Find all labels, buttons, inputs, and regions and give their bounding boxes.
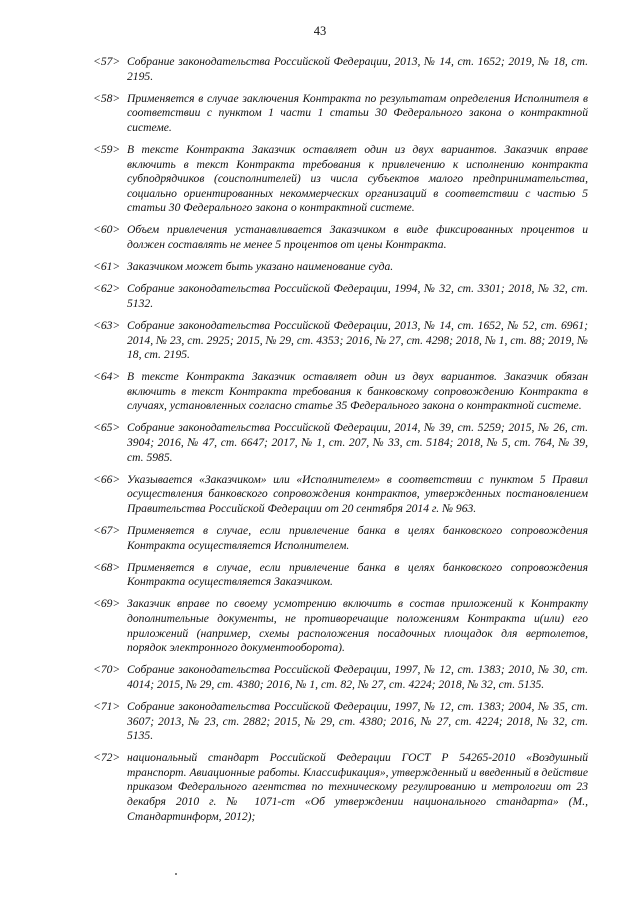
footnote-label: <64>: [93, 370, 121, 384]
footnote-text: Применяется в случае, если привлечение банка в целях банковского сопровождения Контракта осуществляется Исполнителем.: [127, 524, 588, 552]
footnote-label: <59>: [93, 142, 121, 156]
footnote-label: <72>: [93, 751, 121, 765]
footnote-label: <71>: [93, 699, 121, 713]
footnote-label: <60>: [93, 223, 121, 237]
footnote-63: [93, 319, 588, 363]
footnote-text: Применяется в случае заключения Контракта по результатам определения Исполнителя в соответствии с пунктом 1 части 1 статьи 30 Федерального закона о контрактной системе.: [127, 91, 588, 134]
footnote-65: [93, 421, 588, 465]
footnote-text: Собрание законодательства Российской Федерации, 2014, № 39, ст. 5259; 2015, № 26, ст. 3904; 2016, № 47, ст. 6647; 2017, № 1, ст. 207, № 33, ст. 5184; 2018, № 5, ст. 764, № 39, ст. 5985.: [127, 421, 588, 464]
footnote-71: [93, 700, 588, 744]
footnote-text: Собрание законодательства Российской Федерации, 1997, № 12, ст. 1383; 2004, № 35, ст. 3607; 2013, № 23, ст. 2882; 2015, № 29, ст. 4380; 2016, № 27, ст. 4224; 2018, № 32, ст. 5135.: [127, 699, 588, 743]
footnote-text: Собрание законодательства Российской Федерации, 1994, № 32, ст. 3301; 2018, № 32, ст. 5132.: [127, 282, 588, 310]
footnote-69: [93, 597, 588, 655]
footnote-61: [93, 260, 588, 275]
footnote-68: [93, 561, 588, 590]
footnote-58: [93, 92, 588, 136]
footnote-62: [93, 282, 588, 311]
footnote-72: [93, 751, 588, 824]
footnote-text: Собрание законодательства Российской Федерации, 2013, № 14, ст. 1652; 2019, № 18, ст. 2195.: [127, 55, 588, 83]
footnote-text: В тексте Контракта Заказчик оставляет один из двух вариантов. Заказчик обязан включить в текст Контракта требования к банковскому сопровождению Контракта в случаях, установленных согласно статье 35 Федерального закона о контрактной системе.: [127, 370, 588, 413]
footnote-label: <70>: [93, 663, 121, 677]
footnote-label: <66>: [93, 472, 121, 486]
footnote-66: [93, 473, 588, 517]
footnote-label: <67>: [93, 524, 121, 538]
footnote-text: Объем привлечения устанавливается Заказчиком в виде фиксированных процентов и должен составлять не менее 5 процентов от цены Контракта.: [127, 223, 588, 252]
footnote-label: <69>: [93, 597, 121, 611]
footnote-text: Заказчик вправе по своему усмотрению включить в состав приложений к Контракту дополнительные документы, не противоречащие положениям Контракта и(или) его приложений (например, схемы расположения посадочных площадок для вертолетов, порядок электронного документооборота).: [127, 597, 588, 655]
footnote-59: [93, 143, 588, 216]
footnote-text: Указывается «Заказчиком» или «Исполнителем» в соответствии с пунктом 5 Правил осуществления банковского сопровождения контрактов, утвержденных постановлением Правительства Российской Федерации от 20 сентября 2014 г. № 963.: [127, 472, 588, 515]
footnote-label: <61>: [93, 260, 121, 274]
footnote-60: [93, 223, 588, 252]
footnote-text: Применяется в случае, если привлечение банка в целях банковского сопровождения Контракта осуществляется Заказчиком.: [127, 560, 588, 589]
footnote-label: <57>: [93, 55, 121, 68]
footnote-text: национальный стандарт Российской Федерации ГОСТ Р 54265-2010 «Воздушный транспорт. Авиационные работы. Классификация», утвержденный и введенный в действие приказом Федерального агентства по техническому регулированию и метрологии от 23 декабря 2010 г. № 1071-ст «Об утверждении национального стандарта» (М., Стандартинформ, 2012);: [127, 751, 588, 823]
scan-speck: [175, 873, 177, 875]
footnote-text: В тексте Контракта Заказчик оставляет один из двух вариантов. Заказчик вправе включить в текст Контракта требования к привлечению к исполнению контракта субподрядчиков (соисполнителей) из числа субъектов малого предпринимательства, социально ориентированных некоммерческих организаций в соответствии с частью 5 статьи 30 Федерального закона о контрактной системе.: [127, 142, 588, 215]
footnote-label: <68>: [93, 560, 121, 574]
footnote-text: Заказчиком может быть указано наименование суда.: [127, 260, 394, 274]
footnote-64: [93, 370, 588, 414]
footnote-label: <63>: [93, 318, 121, 332]
footnote-text: Собрание законодательства Российской Федерации, 2013, № 14, ст. 1652, № 52, ст. 6961; 2014, № 23, ст. 2925; 2015, № 29, ст. 4353; 2016, № 27, ст. 4298; 2018, № 1, ст. 88; 2019, № 18, ст. 2195.: [127, 318, 588, 362]
page-number: 43: [313, 24, 327, 38]
footnote-70: [93, 663, 588, 692]
footnote-label: <65>: [93, 421, 121, 435]
footnote-label: <62>: [93, 282, 121, 296]
footnote-text: Собрание законодательства Российской Федерации, 1997, № 12, ст. 1383; 2010, № 30, ст. 4014; 2015, № 29, ст. 4380; 2016, № 1, ст. 82, № 27, ст. 4224; 2018, № 32, ст. 5135.: [127, 663, 588, 691]
footnote-label: <58>: [93, 91, 121, 105]
footnote-57: [93, 55, 588, 84]
footnote-67: [93, 524, 588, 553]
footnotes-list: [93, 55, 588, 832]
